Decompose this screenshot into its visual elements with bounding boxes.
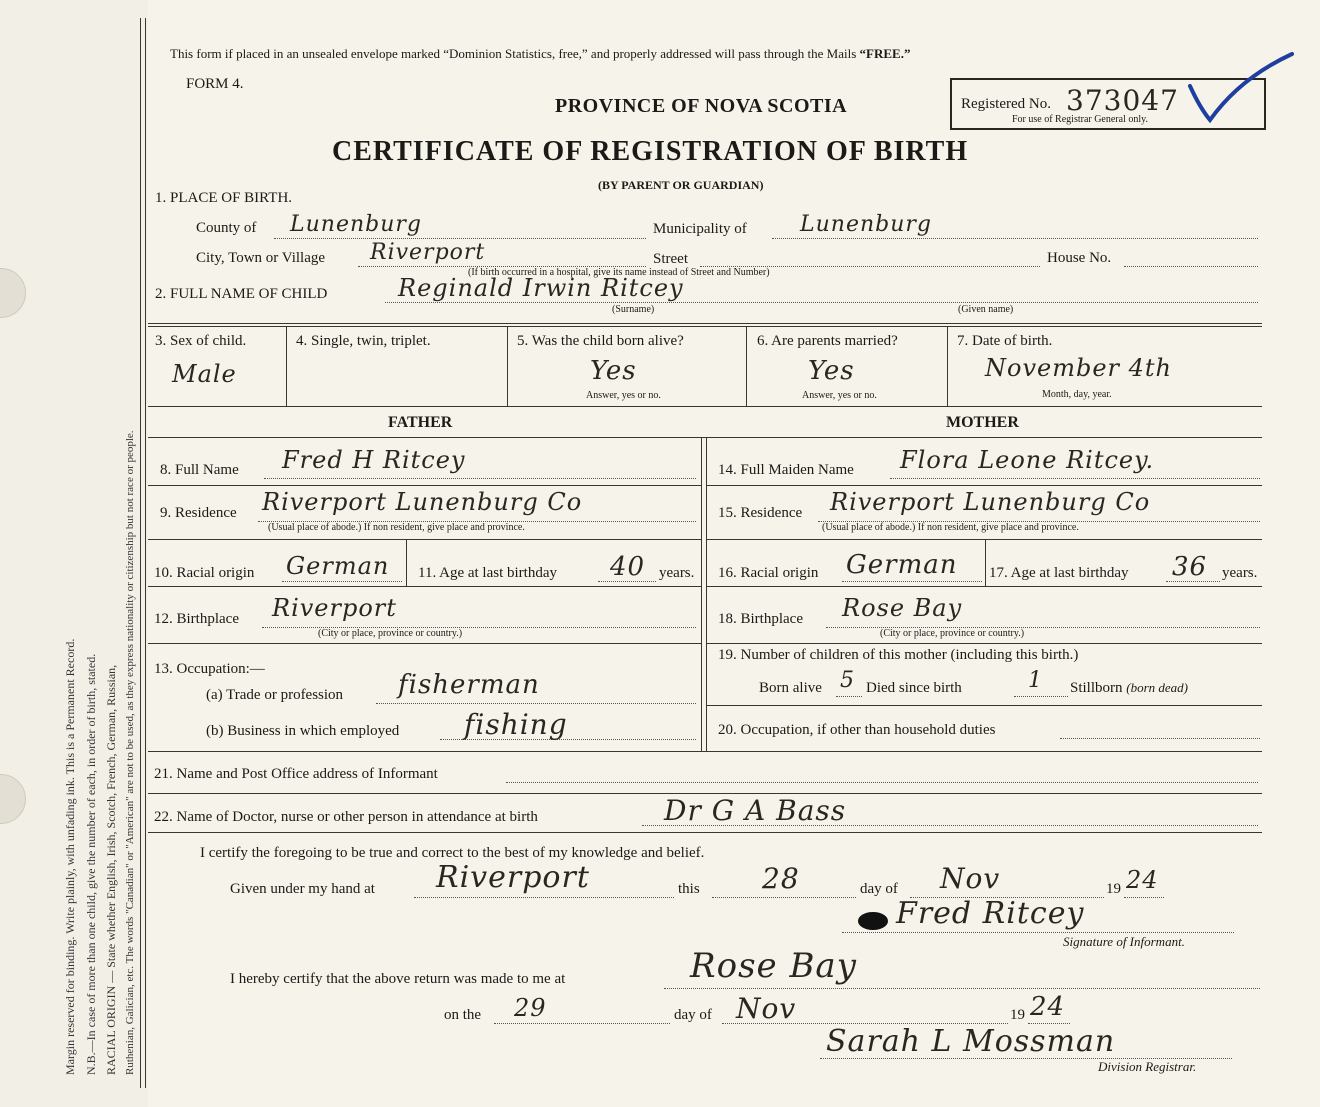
mother-name-value: Flora Leone Ritcey. xyxy=(900,446,1155,474)
trade-line xyxy=(376,703,696,704)
mother-birthplace-value: Rose Bay xyxy=(842,594,963,622)
margin-note-2: N.B.—In case of more than one child, give the number of each, in order of birth, stated. xyxy=(84,653,98,1075)
informant-signature: Fred Ritcey xyxy=(896,896,1085,931)
doctor-value: Dr G A Bass xyxy=(664,794,847,827)
informant-line xyxy=(506,782,1258,783)
mother-residence-value: Riverport Lunenburg Co xyxy=(830,488,1151,516)
mother-occupation-line xyxy=(1060,738,1260,739)
given-place-line xyxy=(414,897,674,898)
province-heading: PROVINCE OF NOVA SCOTIA xyxy=(555,95,848,117)
municipality-label: Municipality of xyxy=(653,221,747,237)
day-line xyxy=(712,897,856,898)
born-alive-value: Yes xyxy=(590,356,637,386)
father-race-line xyxy=(282,581,402,582)
county-value: Lunenburg xyxy=(290,212,422,237)
registered-number: 373047 xyxy=(1066,84,1179,117)
city-label: City, Town or Village xyxy=(196,250,326,266)
margin-note-4: Ruthenian, Galician, etc. The words "Canadian" or "American" are not to be used, as they express nationality or citizenship but not race or people. xyxy=(124,430,136,1075)
place-heading: 1. PLACE OF BIRTH. xyxy=(155,190,293,206)
divider xyxy=(406,540,407,586)
county-line xyxy=(274,238,646,239)
street-label: Street xyxy=(653,251,688,267)
informant-sig-label: Signature of Informant. xyxy=(1063,934,1185,949)
mother-birthplace-label: 18. Birthplace xyxy=(718,611,803,627)
rule xyxy=(148,485,701,486)
mother-birthplace-note: (City or place, province or country.) xyxy=(880,628,1025,639)
sex-label: 3. Sex of child. xyxy=(155,333,247,349)
rule xyxy=(706,586,1262,587)
divider xyxy=(947,327,948,407)
parents-married-value: Yes xyxy=(808,356,855,386)
given-place-value: Riverport xyxy=(436,860,590,895)
dob-value: November 4th xyxy=(985,354,1173,382)
father-residence-value: Riverport Lunenburg Co xyxy=(262,488,583,516)
father-race-label: 10. Racial origin xyxy=(154,565,255,581)
rule xyxy=(706,485,1262,486)
hospital-note: (If birth occurred in a hospital, give its name instead of Street and Number) xyxy=(468,267,770,278)
form-number: FORM 4. xyxy=(186,76,244,92)
died-value: 1 xyxy=(1028,668,1043,693)
informant-label: 21. Name and Post Office address of Informant xyxy=(154,766,438,782)
registrar-month-value: Nov xyxy=(736,992,797,1025)
given-day-value: 28 xyxy=(762,862,800,895)
divider xyxy=(746,327,747,407)
trade-label: (a) Trade or profession xyxy=(206,687,344,703)
rule xyxy=(148,586,701,587)
born-alive-note: Answer, yes or no. xyxy=(586,390,661,401)
father-age-value: 40 xyxy=(610,552,646,582)
column-divider xyxy=(701,437,702,751)
registrar-year-prefix: 19 xyxy=(1010,1007,1025,1023)
registrar-day-of-label: day of xyxy=(674,1007,712,1023)
document-title: CERTIFICATE OF REGISTRATION OF BIRTH xyxy=(332,136,969,167)
mother-occupation-label: 20. Occupation, if other than household duties xyxy=(718,722,996,738)
rule xyxy=(706,643,1262,644)
check-mark-icon xyxy=(1180,48,1300,128)
house-line xyxy=(1124,266,1258,267)
county-label: County of xyxy=(196,220,257,236)
registrar-note: For use of Registrar General only. xyxy=(1012,114,1148,125)
father-residence-note: (Usual place of abode.) If non resident, give place and province. xyxy=(268,522,525,533)
registrar-place-line xyxy=(664,988,1260,989)
father-name-value: Fred H Ritcey xyxy=(282,446,466,474)
rule xyxy=(148,832,1262,833)
city-value: Riverport xyxy=(370,240,486,265)
father-name-line xyxy=(264,478,696,479)
business-value: fishing xyxy=(464,708,568,741)
certify-statement: I certify the foregoing to be true and correct to the best of my knowledge and belief. xyxy=(200,845,705,861)
born-alive-count-value: 5 xyxy=(840,668,855,693)
parents-married-label: 6. Are parents married? xyxy=(757,333,898,349)
given-month-value: Nov xyxy=(940,862,1001,895)
day-of-label: day of xyxy=(860,881,898,897)
rule xyxy=(148,437,1262,438)
stillborn-label: Stillborn (born dead) xyxy=(1070,680,1189,696)
child-name-line xyxy=(385,302,1258,303)
mother-name-line xyxy=(890,478,1260,479)
margin-note-1: Margin reserved for binding. Write plainly, with unfading ink. This is a Permanent Record. xyxy=(63,638,77,1075)
dob-note: Month, day, year. xyxy=(1042,389,1112,400)
father-name-label: 8. Full Name xyxy=(160,462,239,478)
dob-label: 7. Date of birth. xyxy=(957,333,1053,349)
registrar-day-line xyxy=(494,1023,670,1024)
father-birthplace-note: (City or place, province or country.) xyxy=(318,628,463,639)
given-label: Given under my hand at xyxy=(230,881,375,897)
municipality-line xyxy=(772,238,1258,239)
father-age-label: 11. Age at last birthday xyxy=(418,565,557,581)
registrar-year-value: 24 xyxy=(1030,992,1066,1022)
margin-note-3: RACIAL ORIGIN — State whether English, Irish, Scotch, French, German, Russian, xyxy=(104,664,118,1075)
registrar-signature: Sarah L Mossman xyxy=(826,1024,1116,1059)
business-label: (b) Business in which employed xyxy=(206,723,400,739)
municipality-value: Lunenburg xyxy=(800,212,932,237)
mother-residence-note: (Usual place of abode.) If non resident, give place and province. xyxy=(822,522,1079,533)
mother-age-label: 17. Age at last birthday xyxy=(989,565,1129,581)
died-line xyxy=(1014,696,1068,697)
died-label: Died since birth xyxy=(866,680,962,696)
born-alive-line xyxy=(836,696,862,697)
divider xyxy=(507,327,508,407)
sex-value: Male xyxy=(172,360,237,388)
year-prefix: 19 xyxy=(1106,881,1121,897)
margin-border-inner xyxy=(145,18,146,1088)
registrar-statement: I hereby certify that the above return was made to me at xyxy=(230,971,566,987)
divider xyxy=(286,327,287,407)
born-alive-label: 5. Was the child born alive? xyxy=(517,333,684,349)
doctor-label: 22. Name of Doctor, nurse or other person in attendance at birth xyxy=(154,809,538,825)
this-label: this xyxy=(678,881,700,897)
child-name-value: Reginald Irwin Ritcey xyxy=(398,274,684,302)
frame-mark xyxy=(1262,78,1263,79)
document-subtitle: (BY PARENT OR GUARDIAN) xyxy=(598,178,764,192)
born-alive-count-label: Born alive xyxy=(759,680,822,696)
rule xyxy=(148,323,1262,324)
father-occupation-label: 13. Occupation:— xyxy=(154,661,265,677)
registrar-title: Division Registrar. xyxy=(1098,1059,1197,1074)
mother-race-line xyxy=(842,581,982,582)
ink-blot xyxy=(858,912,888,930)
house-label: House No. xyxy=(1047,250,1112,266)
father-birthplace-label: 12. Birthplace xyxy=(154,611,239,627)
postal-notice: This form if placed in an unsealed envelope marked “Dominion Statistics, free,” and properly addressed will pass through the Mails “FREE.” xyxy=(170,46,911,61)
trade-value: fisherman xyxy=(398,670,540,700)
registrar-place-value: Rose Bay xyxy=(690,946,857,986)
given-year-value: 24 xyxy=(1126,866,1159,894)
rule xyxy=(148,539,701,540)
single-twin-label: 4. Single, twin, triplet. xyxy=(296,333,431,349)
rule xyxy=(706,539,1262,540)
child-name-label: 2. FULL NAME OF CHILD xyxy=(155,286,328,302)
mother-residence-label: 15. Residence xyxy=(718,505,803,521)
mother-name-label: 14. Full Maiden Name xyxy=(718,462,854,478)
mother-race-value: German xyxy=(846,550,958,580)
mother-years: years. xyxy=(1222,565,1258,581)
father-race-value: German xyxy=(286,552,390,580)
parents-married-note: Answer, yes or no. xyxy=(802,390,877,401)
rule xyxy=(148,751,1262,752)
rule xyxy=(148,326,1262,327)
rule xyxy=(148,643,701,644)
mother-age-value: 36 xyxy=(1172,552,1208,582)
father-birthplace-value: Riverport xyxy=(272,594,397,622)
father-residence-label: 9. Residence xyxy=(160,505,237,521)
rule xyxy=(148,406,1262,407)
informant-sig-line xyxy=(842,932,1234,933)
given-name-note: (Given name) xyxy=(958,304,1014,315)
registrar-day-value: 29 xyxy=(514,994,547,1022)
year-line xyxy=(1124,897,1164,898)
on-the-label: on the xyxy=(444,1007,482,1023)
margin-border xyxy=(140,18,141,1088)
children-count-label: 19. Number of children of this mother (including this birth.) xyxy=(718,647,1079,663)
registered-label: Registered No. xyxy=(961,96,1051,112)
father-heading: FATHER xyxy=(388,414,453,431)
surname-note: (Surname) xyxy=(612,304,655,315)
mother-race-label: 16. Racial origin xyxy=(718,565,819,581)
father-years: years. xyxy=(659,565,695,581)
mother-heading: MOTHER xyxy=(946,414,1019,431)
divider xyxy=(985,540,986,586)
rule xyxy=(706,705,1262,706)
